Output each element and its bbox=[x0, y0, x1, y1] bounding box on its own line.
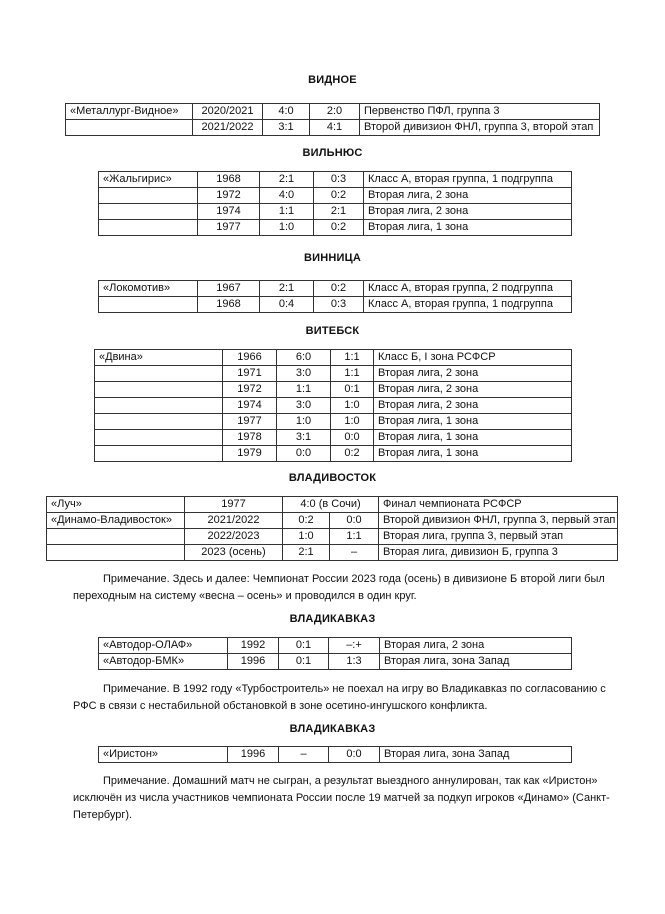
home-score-cell: 0:1 bbox=[279, 638, 329, 654]
away-score-cell: 0:2 bbox=[314, 281, 364, 297]
away-score-cell: 1:0 bbox=[331, 398, 374, 414]
tournament-cell: Вторая лига, 2 зона bbox=[374, 398, 572, 414]
club-cell bbox=[99, 204, 198, 220]
note-paragraph: Примечание. Здесь и далее: Чемпионат России 2023 года (осень) в дивизионе Б второй лиги был переходным на систему «весна – осень» и проводился в один круг. bbox=[73, 573, 605, 602]
table-row bbox=[99, 747, 572, 763]
home-score-cell: 2:1 bbox=[260, 172, 314, 188]
table-row bbox=[95, 382, 572, 398]
season-cell: 2022/2023 bbox=[185, 529, 283, 545]
table-row bbox=[95, 398, 572, 414]
table-row bbox=[99, 281, 572, 297]
results-table bbox=[94, 349, 572, 462]
home-score-cell: 0:2 bbox=[283, 513, 330, 529]
club-cell bbox=[99, 220, 198, 236]
away-score-cell: 0:2 bbox=[314, 188, 364, 204]
home-score-cell: 4:0 bbox=[263, 104, 310, 120]
club-cell bbox=[47, 545, 185, 561]
club-cell: «Двина» bbox=[95, 350, 223, 366]
tournament-cell: Финал чемпионата РСФСР bbox=[379, 497, 618, 513]
season-cell: 1967 bbox=[198, 281, 260, 297]
away-score-cell: 1:1 bbox=[331, 350, 374, 366]
club-cell bbox=[99, 188, 198, 204]
note-paragraph: Примечание. Домашний матч не сыгран, а результат выездного аннулирован, так как «Иристон» исключён из числа участников чемпионата России после 19 матчей за подкуп игроков «Динамо» (Санкт-Петербург). bbox=[73, 775, 610, 821]
away-score-cell: 1:1 bbox=[331, 366, 374, 382]
home-score-cell: 3:0 bbox=[277, 398, 331, 414]
city-heading: ВИТЕБСК bbox=[305, 325, 360, 337]
season-cell: 1968 bbox=[198, 297, 260, 313]
tournament-cell: Второй дивизион ФНЛ, группа 3, второй этап bbox=[360, 120, 600, 136]
club-cell bbox=[47, 529, 185, 545]
club-cell: «Иристон» bbox=[99, 747, 228, 763]
tournament-cell: Вторая лига, 2 зона bbox=[374, 366, 572, 382]
season-cell: 1972 bbox=[223, 382, 277, 398]
home-score-cell: 1:0 bbox=[260, 220, 314, 236]
home-score-cell: 1:1 bbox=[277, 382, 331, 398]
city-heading: ВИЛЬНЮС bbox=[302, 147, 363, 159]
away-score-cell: 0:3 bbox=[314, 297, 364, 313]
club-cell: «Локомотив» bbox=[99, 281, 198, 297]
table-row bbox=[95, 430, 572, 446]
results-table bbox=[98, 280, 572, 313]
table-row bbox=[47, 529, 618, 545]
club-cell: «Автодор-БМК» bbox=[99, 654, 228, 670]
table-row bbox=[66, 104, 600, 120]
score-cell: 4:0 (в Сочи) bbox=[283, 497, 379, 513]
season-cell: 1996 bbox=[228, 747, 279, 763]
club-cell bbox=[95, 430, 223, 446]
club-cell bbox=[66, 120, 193, 136]
home-score-cell: 2:1 bbox=[283, 545, 330, 561]
away-score-cell: 2:0 bbox=[310, 104, 360, 120]
away-score-cell: 1:1 bbox=[330, 529, 379, 545]
home-score-cell: – bbox=[279, 747, 329, 763]
season-cell: 1977 bbox=[198, 220, 260, 236]
tournament-cell: Вторая лига, 2 зона bbox=[374, 382, 572, 398]
city-heading: ВЛАДИКАВКАЗ bbox=[289, 613, 376, 625]
tournament-cell: Вторая лига, зона Запад bbox=[380, 747, 572, 763]
home-score-cell: 1:0 bbox=[283, 529, 330, 545]
club-cell: «Автодор-ОЛАФ» bbox=[99, 638, 228, 654]
home-score-cell: 1:1 bbox=[260, 204, 314, 220]
club-cell: «Жальгирис» bbox=[99, 172, 198, 188]
tournament-cell: Класс А, вторая группа, 2 подгруппа bbox=[364, 281, 572, 297]
home-score-cell: 3:1 bbox=[277, 430, 331, 446]
home-score-cell: 2:1 bbox=[260, 281, 314, 297]
season-cell: 1966 bbox=[223, 350, 277, 366]
results-table bbox=[98, 171, 572, 236]
season-cell: 1996 bbox=[228, 654, 279, 670]
away-score-cell: 4:1 bbox=[310, 120, 360, 136]
away-score-cell: 0:0 bbox=[330, 513, 379, 529]
tournament-cell: Вторая лига, дивизион Б, группа 3 bbox=[379, 545, 618, 561]
season-cell: 1968 bbox=[198, 172, 260, 188]
away-score-cell: – bbox=[330, 545, 379, 561]
club-cell bbox=[95, 414, 223, 430]
tournament-cell: Класс Б, I зона РСФСР bbox=[374, 350, 572, 366]
club-cell bbox=[95, 398, 223, 414]
home-score-cell: 3:0 bbox=[277, 366, 331, 382]
results-table bbox=[98, 746, 572, 763]
away-score-cell: 0:0 bbox=[329, 747, 380, 763]
tournament-cell: Вторая лига, 1 зона bbox=[364, 220, 572, 236]
note-paragraph: Примечание. В 1992 году «Турбостроитель» не поехал на игру во Владикавказ по согласованию с РФС в связи с нестабильной обстановкой в зоне осетино-ингушского конфликта. bbox=[73, 683, 606, 712]
table-row bbox=[47, 545, 618, 561]
tournament-cell: Первенство ПФЛ, группа 3 bbox=[360, 104, 600, 120]
tournament-cell: Второй дивизион ФНЛ, группа 3, первый этап bbox=[379, 513, 618, 529]
tournament-cell: Вторая лига, 1 зона bbox=[374, 430, 572, 446]
tournament-cell: Вторая лига, группа 3, первый этап bbox=[379, 529, 618, 545]
tournament-cell: Класс А, вторая группа, 1 подгруппа bbox=[364, 297, 572, 313]
season-cell: 1978 bbox=[223, 430, 277, 446]
table-row bbox=[99, 188, 572, 204]
table-row bbox=[99, 220, 572, 236]
home-score-cell: 3:1 bbox=[263, 120, 310, 136]
away-score-cell: 0:0 bbox=[331, 430, 374, 446]
table-row bbox=[66, 120, 600, 136]
season-cell: 1977 bbox=[185, 497, 283, 513]
table-row bbox=[99, 172, 572, 188]
home-score-cell: 6:0 bbox=[277, 350, 331, 366]
season-cell: 2021/2022 bbox=[193, 120, 263, 136]
table-row bbox=[95, 350, 572, 366]
season-cell: 2020/2021 bbox=[193, 104, 263, 120]
season-cell: 2023 (осень) bbox=[185, 545, 283, 561]
away-score-cell: 0:3 bbox=[314, 172, 364, 188]
table-row bbox=[95, 446, 572, 462]
away-score-cell: 2:1 bbox=[314, 204, 364, 220]
results-table bbox=[65, 103, 600, 136]
club-cell: «Луч» bbox=[47, 497, 185, 513]
table-row bbox=[47, 513, 618, 529]
season-cell: 2021/2022 bbox=[185, 513, 283, 529]
city-heading: ВИДНОЕ bbox=[308, 74, 357, 86]
club-cell: «Динамо-Владивосток» bbox=[47, 513, 185, 529]
season-cell: 1977 bbox=[223, 414, 277, 430]
home-score-cell: 0:4 bbox=[260, 297, 314, 313]
club-cell bbox=[95, 382, 223, 398]
club-cell bbox=[99, 297, 198, 313]
table-row bbox=[95, 366, 572, 382]
away-score-cell: –:+ bbox=[329, 638, 380, 654]
tournament-cell: Вторая лига, 2 зона bbox=[364, 204, 572, 220]
results-table bbox=[98, 637, 572, 670]
tournament-cell: Вторая лига, зона Запад bbox=[380, 654, 572, 670]
home-score-cell: 1:0 bbox=[277, 414, 331, 430]
results-table bbox=[46, 496, 618, 561]
table-row bbox=[99, 638, 572, 654]
home-score-cell: 4:0 bbox=[260, 188, 314, 204]
club-cell bbox=[95, 366, 223, 382]
table-row bbox=[47, 497, 618, 513]
tournament-cell: Вторая лига, 2 зона bbox=[364, 188, 572, 204]
season-cell: 1974 bbox=[198, 204, 260, 220]
away-score-cell: 1:0 bbox=[331, 414, 374, 430]
table-row bbox=[99, 204, 572, 220]
tournament-cell: Вторая лига, 1 зона bbox=[374, 414, 572, 430]
season-cell: 1972 bbox=[198, 188, 260, 204]
season-cell: 1974 bbox=[223, 398, 277, 414]
away-score-cell: 1:3 bbox=[329, 654, 380, 670]
table-row bbox=[99, 654, 572, 670]
season-cell: 1979 bbox=[223, 446, 277, 462]
club-cell bbox=[95, 446, 223, 462]
tournament-cell: Вторая лига, 2 зона bbox=[380, 638, 572, 654]
away-score-cell: 0:2 bbox=[314, 220, 364, 236]
season-cell: 1992 bbox=[228, 638, 279, 654]
club-cell: «Металлург-Видное» bbox=[66, 104, 193, 120]
city-heading: ВИННИЦА bbox=[303, 252, 362, 264]
table-row bbox=[95, 414, 572, 430]
city-heading: ВЛАДИКАВКАЗ bbox=[289, 723, 376, 735]
city-heading: ВЛАДИВОСТОК bbox=[288, 472, 377, 484]
table-row bbox=[99, 297, 572, 313]
away-score-cell: 0:2 bbox=[331, 446, 374, 462]
tournament-cell: Вторая лига, 1 зона bbox=[374, 446, 572, 462]
home-score-cell: 0:0 bbox=[277, 446, 331, 462]
tournament-cell: Класс А, вторая группа, 1 подгруппа bbox=[364, 172, 572, 188]
home-score-cell: 0:1 bbox=[279, 654, 329, 670]
away-score-cell: 0:1 bbox=[331, 382, 374, 398]
season-cell: 1971 bbox=[223, 366, 277, 382]
